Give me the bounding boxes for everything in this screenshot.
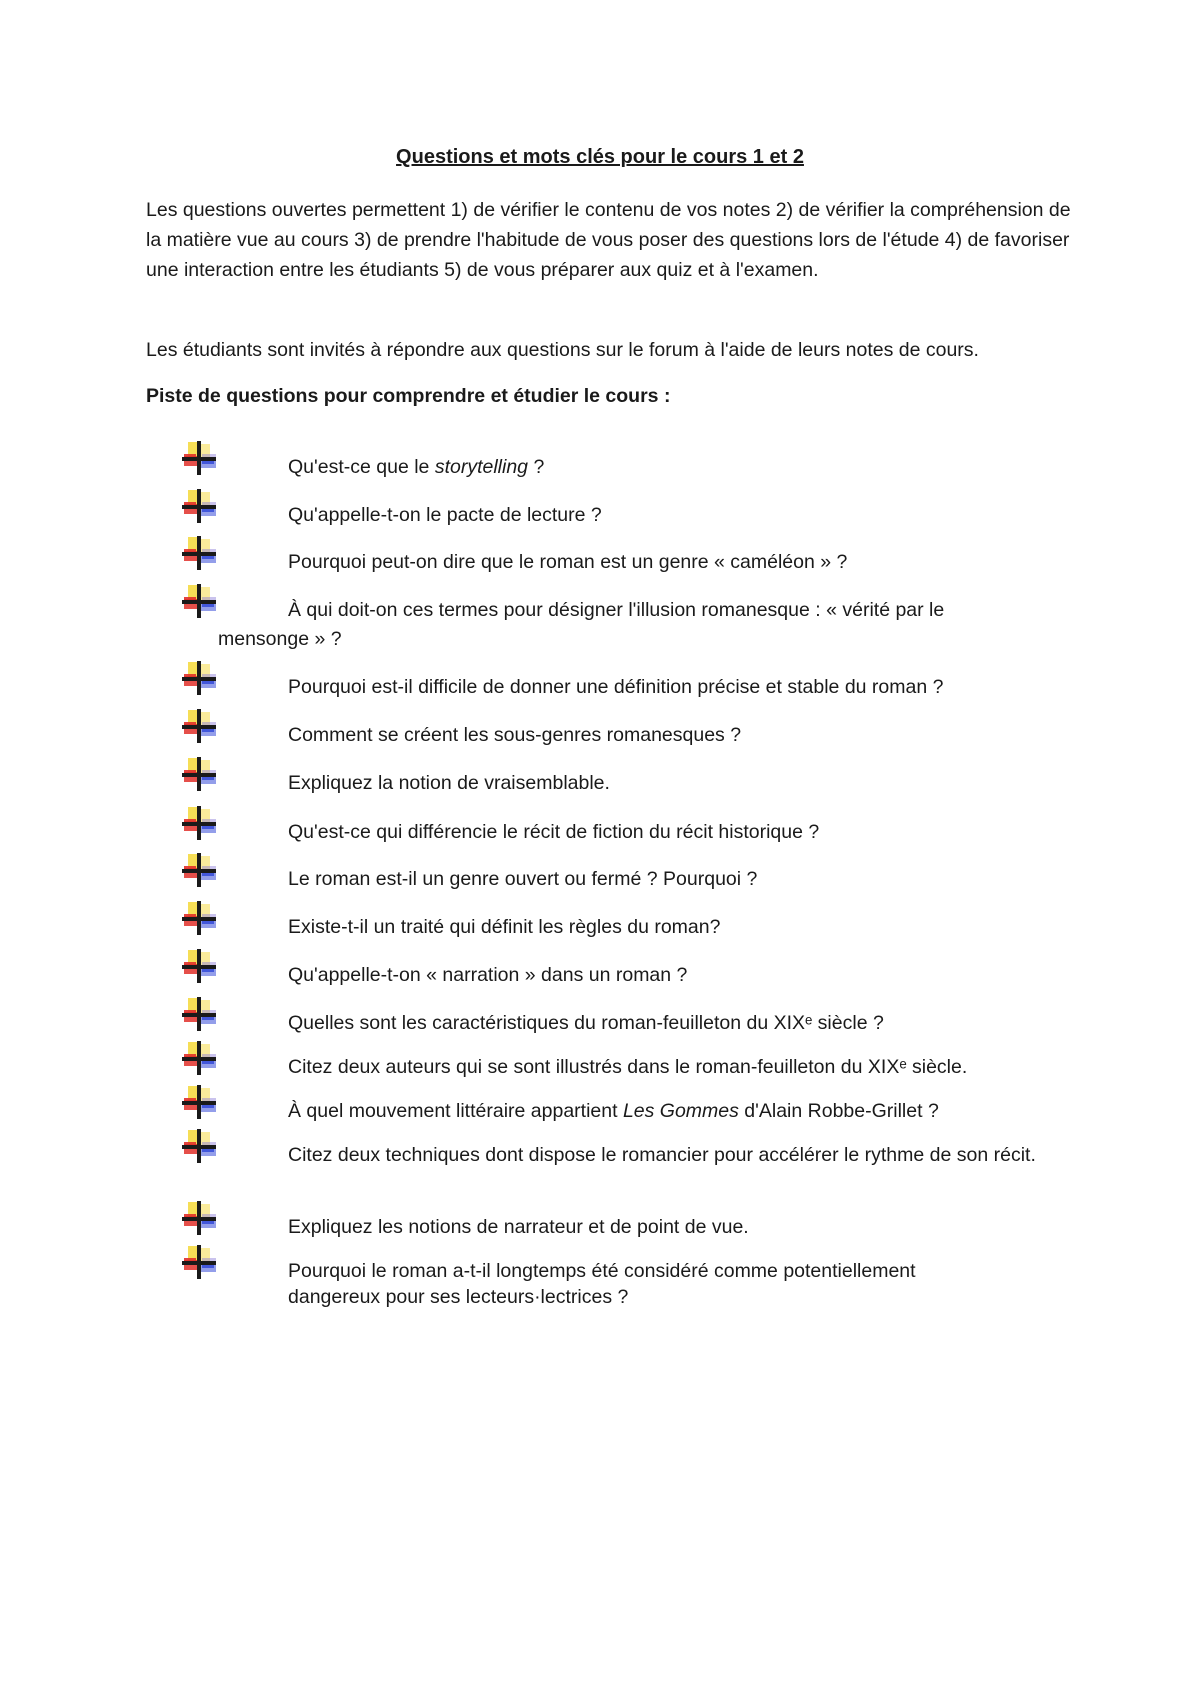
question-text bbox=[288, 454, 1068, 480]
cross-bullet-icon bbox=[180, 660, 220, 696]
intro-paragraph: Les questions ouvertes permettent 1) de vérifier le contenu de vos notes 2) de vérifier la compréhension de la matière vue au cours 3) de prendre l'habitude de vous poser des questions lors de l'étude 4) de favoriser une interaction entre les étudiants 5) de vous préparer aux quiz et à l'examen. bbox=[146, 199, 1071, 281]
question-text: Expliquez les notions de narrateur et de point de vue. bbox=[288, 1216, 749, 1238]
question-text: Le roman est-il un genre ouvert ou fermé ? Pourquoi ? bbox=[288, 868, 758, 890]
cross-bullet-icon bbox=[180, 996, 220, 1032]
question-text: Qu'appelle-t-on le pacte de lecture ? bbox=[288, 504, 602, 526]
cross-bullet-icon bbox=[180, 708, 220, 744]
cross-bullet-icon bbox=[180, 583, 220, 619]
page-title: Questions et mots clés pour le cours 1 et 2 bbox=[396, 146, 804, 168]
cross-bullet-icon bbox=[180, 535, 220, 571]
question-text: Comment se créent les sous-genres romanesques ? bbox=[288, 724, 742, 746]
section-heading: Piste de questions pour comprendre et étudier le cours : bbox=[146, 385, 671, 407]
question-text: Pourquoi le roman a-t-il longtemps été considéré comme potentiellement dangereux pour ses lecteurs·lectrices ? bbox=[288, 1260, 916, 1308]
cross-bullet-icon bbox=[180, 900, 220, 936]
cross-bullet-icon bbox=[180, 1200, 220, 1236]
question-text-part: d'Alain Robbe-Grillet ? bbox=[738, 1100, 939, 1122]
question-italic-title: Les Gommes bbox=[622, 1100, 739, 1122]
forum-paragraph: Les étudiants sont invités à répondre aux questions sur le forum à l'aide de leurs notes de cours. bbox=[146, 339, 979, 361]
question-text-continuation: mensonge » ? bbox=[218, 628, 342, 650]
question-italic-term: storytelling bbox=[434, 456, 529, 478]
question-text-part: Qu'est-ce que le bbox=[288, 456, 435, 478]
question-text: Citez deux techniques dont dispose le romancier pour accélérer le rythme de son récit. bbox=[288, 1144, 1036, 1166]
question-text: Existe-t-il un traité qui définit les règles du roman? bbox=[288, 916, 721, 938]
cross-bullet-icon bbox=[180, 948, 220, 984]
cross-bullet-icon bbox=[180, 805, 220, 841]
question-text: Expliquez la notion de vraisemblable. bbox=[288, 772, 610, 794]
question-text: À qui doit-on ces termes pour désigner l'illusion romanesque : « vérité par le bbox=[288, 599, 945, 621]
cross-bullet-icon bbox=[180, 756, 220, 792]
cross-bullet-icon bbox=[180, 440, 220, 476]
question-text-part: ? bbox=[528, 456, 545, 478]
cross-bullet-icon bbox=[180, 1128, 220, 1164]
cross-bullet-icon bbox=[180, 488, 220, 524]
cross-bullet-icon bbox=[180, 1040, 220, 1076]
question-text: Pourquoi est-il difficile de donner une définition précise et stable du roman ? bbox=[288, 676, 944, 698]
question-text: Qu'est-ce qui différencie le récit de fiction du récit historique ? bbox=[288, 821, 820, 843]
cross-bullet-icon bbox=[180, 852, 220, 888]
question-text-part: À quel mouvement littéraire appartient bbox=[288, 1100, 623, 1122]
question-text: Citez deux auteurs qui se sont illustrés dans le roman-feuilleton du XIXᵉ siècle. bbox=[288, 1056, 968, 1078]
question-text bbox=[288, 1098, 1068, 1124]
cross-bullet-icon bbox=[180, 1084, 220, 1120]
question-text: Qu'appelle-t-on « narration » dans un roman ? bbox=[288, 964, 688, 986]
question-text: Pourquoi peut-on dire que le roman est un genre « caméléon » ? bbox=[288, 551, 848, 573]
cross-bullet-icon bbox=[180, 1244, 220, 1280]
question-text: Quelles sont les caractéristiques du roman-feuilleton du XIXᵉ siècle ? bbox=[288, 1012, 884, 1034]
